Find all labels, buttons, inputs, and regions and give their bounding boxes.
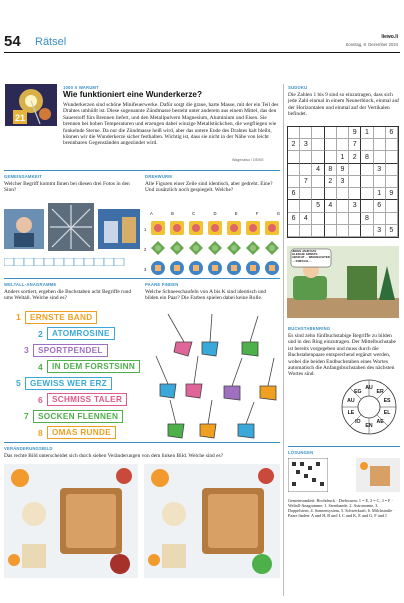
col-label: G (276, 211, 280, 216)
sudoku-cell[interactable] (374, 139, 386, 151)
sudoku-cell[interactable] (288, 164, 300, 176)
sudoku-cell[interactable] (349, 164, 361, 176)
anagram-item (24, 343, 108, 357)
drehwurm-figures (148, 218, 282, 278)
column-divider (283, 84, 284, 596)
sudoku-cell[interactable] (325, 188, 337, 200)
sudoku-cell[interactable]: 7 (349, 139, 361, 151)
sudoku-cell[interactable]: 9 (337, 164, 349, 176)
sudoku-cell[interactable] (288, 151, 300, 163)
sudoku-cell[interactable] (288, 200, 300, 212)
sudoku-cell[interactable] (300, 151, 312, 163)
header-rule (4, 52, 400, 53)
col-label: A (150, 211, 153, 216)
gemeinsamkeit-kicker: GEMEINSAMKEIT (4, 174, 42, 179)
wunder-kicker: 1000 X WARUMT (63, 85, 99, 90)
ring-letter-pair: EG (354, 388, 362, 395)
sudoku-cell[interactable] (325, 151, 337, 163)
col-label: B (171, 211, 174, 216)
loesungen-kicker: LÖSUNGEN (288, 450, 314, 455)
sudoku-cell[interactable] (361, 139, 373, 151)
sudoku-cell[interactable] (312, 176, 324, 188)
ring-kicker: BUCHSTABENRING (288, 326, 331, 331)
anagram-item (16, 310, 97, 324)
sudoku-cell[interactable] (349, 213, 361, 225)
sudoku-cell[interactable] (337, 200, 349, 212)
sudoku-cell[interactable] (325, 213, 337, 225)
wunder-title: Wie funktioniert eine Wunderkerze? (63, 90, 202, 99)
ring-letter-pair: IO (355, 419, 361, 426)
sudoku-cell[interactable]: 3 (300, 139, 312, 151)
sudoku-cell[interactable] (386, 139, 398, 151)
sudoku-cell[interactable] (312, 151, 324, 163)
sudoku-cell[interactable] (337, 139, 349, 151)
anagram-word: ATOMROSINE (47, 327, 115, 340)
sudoku-cell[interactable]: 9 (386, 188, 398, 200)
divider (4, 442, 280, 443)
sudoku-cell[interactable] (374, 213, 386, 225)
col-label: F (255, 211, 259, 216)
wunder-text: Wunderkerzen sind schöne Minifeuerwerke. Dafür sorgt die graue, harte Masse, mit der ein Teil des Drahtes umhüllt ist. Diese sogenannte Zündmasse besteht unter anderem aus einem Mittel, das den Sauerstoff fürs Brennen liefert, und den Metallpulvern Magnesium, Aluminium und Eisen. Sie brennen bei hohen Temperaturen und erzeugen dabei winzige Metallstückchen, die wegfliegen wie funkelnde Sterne. Da nur die Zündmasse heiß wird, aber das untere Ende des Drahtes kalt bleibt, können wir die Wunderkerze sicher festhalten. Wichtig ist, dass sie nicht in der Nähe von leicht brennbaren Gegenständen angezündet wird. (63, 102, 279, 147)
ring-letter-pair: AE (376, 419, 384, 426)
drehwurm-text: Alle Figuren einer Zeile sind identisch, aber gedreht. Eine? Und zusätzlich noch gespiegelt. Welche? (145, 181, 273, 194)
issue-date: Sonntag, 8. Dezember 2024 (345, 42, 398, 47)
sudoku-cell[interactable] (386, 164, 398, 176)
sudoku-cell[interactable]: 9 (349, 127, 361, 139)
sudoku-cell[interactable] (386, 176, 398, 188)
sudoku-cell[interactable]: 6 (386, 127, 398, 139)
anagram-word: GEWISS WER ERZ (25, 377, 112, 390)
solution-picture (356, 458, 400, 492)
sudoku-cell[interactable] (337, 127, 349, 139)
sudoku-cell[interactable] (374, 176, 386, 188)
sudoku-cell[interactable] (374, 151, 386, 163)
anagram-word: SPORTPENDEL (33, 344, 108, 357)
ring-letter-pair: EN (365, 423, 373, 429)
sudoku-cell[interactable]: 8 (361, 213, 373, 225)
row-label: 1 (144, 227, 147, 232)
sudoku-kicker: SUDOKU (288, 85, 308, 90)
sudoku-cell[interactable]: 8 (325, 164, 337, 176)
sudoku-cell[interactable] (361, 164, 373, 176)
brand: liewo.li (381, 34, 398, 40)
col-label: D (213, 211, 217, 216)
anagram-number: 7 (24, 411, 29, 421)
col-label: C (192, 211, 196, 216)
sudoku-cell[interactable] (300, 188, 312, 200)
ring-letter-pair: EL (383, 409, 391, 416)
anagram-word: SOCKEN FLENNEN (33, 410, 123, 423)
section-title: Rätsel (35, 36, 67, 48)
anagram-number: 8 (38, 427, 43, 438)
sudoku-cell[interactable] (349, 225, 361, 237)
anagram-word: SCHMISS TALER (47, 393, 127, 406)
sudoku-cell[interactable]: 3 (349, 200, 361, 212)
sudoku-cell[interactable] (386, 151, 398, 163)
sudoku-cell[interactable] (300, 225, 312, 237)
anagram-number: 2 (38, 328, 43, 339)
answer-boxes (4, 258, 140, 266)
svg-text:21: 21 (15, 113, 26, 123)
picture-right (144, 464, 280, 578)
anagram-number: 4 (38, 361, 43, 372)
row-label: 2 (144, 247, 147, 252)
sudoku-cell[interactable] (312, 127, 324, 139)
row-label: 3 (144, 267, 147, 272)
sudoku-cell[interactable]: 1 (361, 127, 373, 139)
drehwurm-rows (144, 220, 146, 280)
anagram-word: IN DEM FORSTSINN (47, 360, 140, 373)
sudoku-cell[interactable]: 1 (374, 188, 386, 200)
sudoku-cell[interactable]: 3 (337, 176, 349, 188)
sudoku-cell[interactable] (361, 176, 373, 188)
ring-letter-pair: ES (383, 398, 391, 405)
ring-letter-pair: LE (347, 409, 355, 416)
sudoku-cell[interactable]: 2 (288, 139, 300, 151)
sudoku-cell[interactable] (325, 127, 337, 139)
sudoku-cell[interactable] (337, 188, 349, 200)
anagram-number: 6 (38, 394, 43, 405)
loesungen-text: Gemeinsamkeit: Hochdruck · Drehwurm: 1 = E, 2 = C, 3 = F · Weltall-Anagramme: 1. Sternbande, 2. Astronomie, 3. Doppelstern, 4. Sonnensystem, 5. Schwerkraft, 6. Milchstraße · Paare finden: A und H, B und I, C und K, E und G, F und J (288, 498, 395, 518)
solution-thumbnail (288, 458, 328, 492)
sudoku-cell[interactable] (374, 127, 386, 139)
anagram-item (38, 393, 127, 407)
veraenderung-kicker: VERÄNDERUNGSBILD (4, 446, 53, 451)
sparkler-illustration (5, 84, 57, 126)
three-photos (4, 203, 140, 257)
sudoku-cell[interactable] (312, 139, 324, 151)
ring-letter-pair: ER (376, 388, 384, 395)
drehwurm-columns (150, 211, 280, 216)
anagram-item (38, 426, 116, 440)
anagramme-text: Anders sortiert, ergeben die Buchstaben acht Begriffe rund ums Weltall. Welche sind es? (4, 289, 132, 302)
sudoku-cell[interactable]: 1 (337, 151, 349, 163)
picture-left (4, 464, 138, 578)
sudoku-text: Die Zahlen 1 bis 9 sind so einzutragen, dass sich jede Zahl einmal in einem Neunerblock, einmal auf der Horizontalen und einmal auf der Vertikalen befindet. (288, 92, 400, 118)
sudoku-cell[interactable] (300, 164, 312, 176)
sudoku-cell[interactable] (300, 127, 312, 139)
paare-text: Welche Schneeschaufeln von A bis K sind identisch und bilden ein Paar? Die Farben spielen dabei keine Rolle. (145, 289, 267, 302)
divider (288, 446, 400, 447)
sudoku-cell[interactable] (349, 176, 361, 188)
veraenderung-text: Das rechte Bild unterscheidet sich durch sieben Veränderungen von dem linken Bild. Welche sind es? (4, 453, 223, 459)
ring-letter-pair: AU (347, 398, 355, 405)
page-number: 54 (4, 33, 21, 50)
anagram-number: 1 (16, 312, 21, 322)
anagram-item (38, 327, 115, 341)
sudoku-grid (287, 126, 399, 238)
sudoku-cell[interactable]: 6 (288, 188, 300, 200)
sudoku-cell[interactable]: 5 (386, 225, 398, 237)
sudoku-cell[interactable] (312, 213, 324, 225)
divider (4, 170, 280, 171)
sudoku-cell[interactable] (337, 225, 349, 237)
drehwurm-kicker: DREHWURM (145, 174, 172, 179)
sudoku-cell[interactable]: 4 (300, 213, 312, 225)
sudoku-cell[interactable]: 4 (325, 200, 337, 212)
anagram-word: ERNSTE BAND (25, 311, 97, 324)
snow-shovels (146, 312, 280, 440)
sudoku-cell[interactable] (300, 200, 312, 212)
wunder-credit: Wagenatsu / DEIKE (232, 158, 264, 162)
sudoku-cell[interactable]: 8 (361, 151, 373, 163)
anagram-number: 3 (24, 345, 29, 355)
anagram-item (38, 360, 140, 374)
sudoku-cell[interactable] (361, 188, 373, 200)
anagram-word: OMAS RUNDE (47, 426, 116, 439)
sudoku-cell[interactable] (325, 139, 337, 151)
anagram-item (24, 409, 123, 423)
sudoku-cell[interactable]: 2 (325, 176, 337, 188)
sudoku-cell[interactable] (349, 188, 361, 200)
sudoku-cell[interactable] (312, 225, 324, 237)
sudoku-cell[interactable] (288, 225, 300, 237)
sudoku-cell[interactable]: 3 (374, 225, 386, 237)
cartoon-speech: JEDES JAHR DAS GLEICHE: ERNSTE ABSICHT … WEIHNACHTEN … KNIFFLIG … (292, 249, 330, 263)
ring-letter-pair: AU (365, 385, 373, 391)
sudoku-cell[interactable] (312, 188, 324, 200)
sudoku-cell[interactable]: 2 (349, 151, 361, 163)
anagram-number: 5 (16, 378, 21, 388)
sudoku-cell[interactable]: 6 (374, 200, 386, 212)
sudoku-cell[interactable] (386, 213, 398, 225)
divider (4, 278, 280, 279)
sudoku-cell[interactable]: 6 (288, 213, 300, 225)
sudoku-cell[interactable] (337, 213, 349, 225)
anagram-item (16, 376, 112, 390)
sudoku-cell[interactable] (361, 200, 373, 212)
sudoku-cell[interactable]: 4 (312, 164, 324, 176)
sudoku-cell[interactable] (288, 127, 300, 139)
gemeinsamkeit-text: Welcher Begriff kommt Ihnen bei diesen drei Fotos in den Sinn? (4, 181, 130, 194)
sudoku-cell[interactable] (325, 225, 337, 237)
anagramme-kicker: WELTALL-ANAGRAMME (4, 282, 57, 287)
ring-text-top: Es sind zehn fünfbuchstabige Begriffe zu bilden und in den Ring einzutragen. Der Mittelbuchstabe ist bereits vorgegeben und muss durch die Buchstabenpaare entsprechend ergänzt werden, wobei die beiden Endbuchstaben eines Wortes automatisch die Anfangsbuchstaben des nächsten Wortes sind. (288, 333, 396, 378)
paare-kicker: PAARE FINDEN (145, 282, 179, 287)
sudoku-cell[interactable] (288, 176, 300, 188)
col-label: E (234, 211, 238, 216)
sudoku-cell[interactable] (386, 200, 398, 212)
sudoku-cell[interactable]: 5 (312, 200, 324, 212)
sudoku-cell[interactable] (361, 225, 373, 237)
sudoku-cell[interactable]: 3 (374, 164, 386, 176)
sudoku-cell[interactable]: 7 (300, 176, 312, 188)
